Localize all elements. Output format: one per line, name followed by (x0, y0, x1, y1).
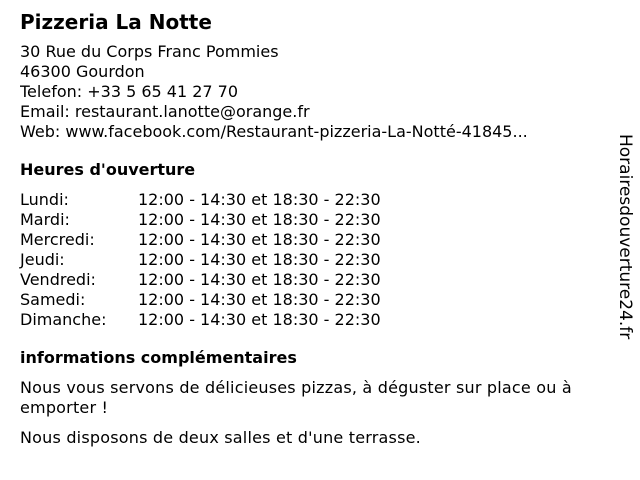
day-times: 12:00 - 14:30 et 18:30 - 22:30 (138, 210, 381, 229)
phone-number: Telefon: +33 5 65 41 27 70 (20, 82, 239, 101)
hours-row (20, 210, 381, 230)
day-times: 12:00 - 14:30 et 18:30 - 22:30 (138, 190, 381, 209)
day-label: Samedi: (20, 290, 86, 309)
opening-hours-heading: Heures d'ouverture (20, 160, 196, 179)
info-paragraph: Nous vous servons de délicieuses pizzas, à déguster sur place ou à emporter ! (20, 378, 572, 417)
day-label: Lundi: (20, 190, 69, 209)
day-times: 12:00 - 14:30 et 18:30 - 22:30 (138, 250, 381, 269)
street-address: 30 Rue du Corps Franc Pommies (20, 42, 279, 61)
hours-row (20, 230, 381, 250)
day-times: 12:00 - 14:30 et 18:30 - 22:30 (138, 270, 381, 289)
hours-row (20, 250, 381, 270)
opening-hours-table (20, 190, 381, 330)
info-paragraph: Nous disposons de deux salles et d'une terrasse. (20, 428, 421, 447)
city-postcode: 46300 Gourdon (20, 62, 145, 81)
website-link: Web: www.facebook.com/Restaurant-pizzeria-La-Notté-41845... (20, 122, 528, 141)
day-label: Dimanche: (20, 310, 107, 329)
day-label: Vendredi: (20, 270, 96, 289)
additional-info-heading: informations complémentaires (20, 348, 297, 367)
business-listing (20, 10, 610, 458)
hours-row (20, 310, 381, 330)
hours-row (20, 270, 381, 290)
day-times: 12:00 - 14:30 et 18:30 - 22:30 (138, 230, 381, 249)
day-label: Mercredi: (20, 230, 95, 249)
site-watermark: Horairesdouverture24.fr (615, 134, 635, 340)
day-label: Mardi: (20, 210, 70, 229)
business-name: Pizzeria La Notte (20, 10, 212, 34)
day-times: 12:00 - 14:30 et 18:30 - 22:30 (138, 310, 381, 329)
contact-block (20, 42, 610, 142)
additional-info (20, 378, 610, 448)
day-label: Jeudi: (20, 250, 65, 269)
hours-row (20, 290, 381, 310)
email-address: Email: restaurant.lanotte@orange.fr (20, 102, 310, 121)
hours-row (20, 190, 381, 210)
day-times: 12:00 - 14:30 et 18:30 - 22:30 (138, 290, 381, 309)
